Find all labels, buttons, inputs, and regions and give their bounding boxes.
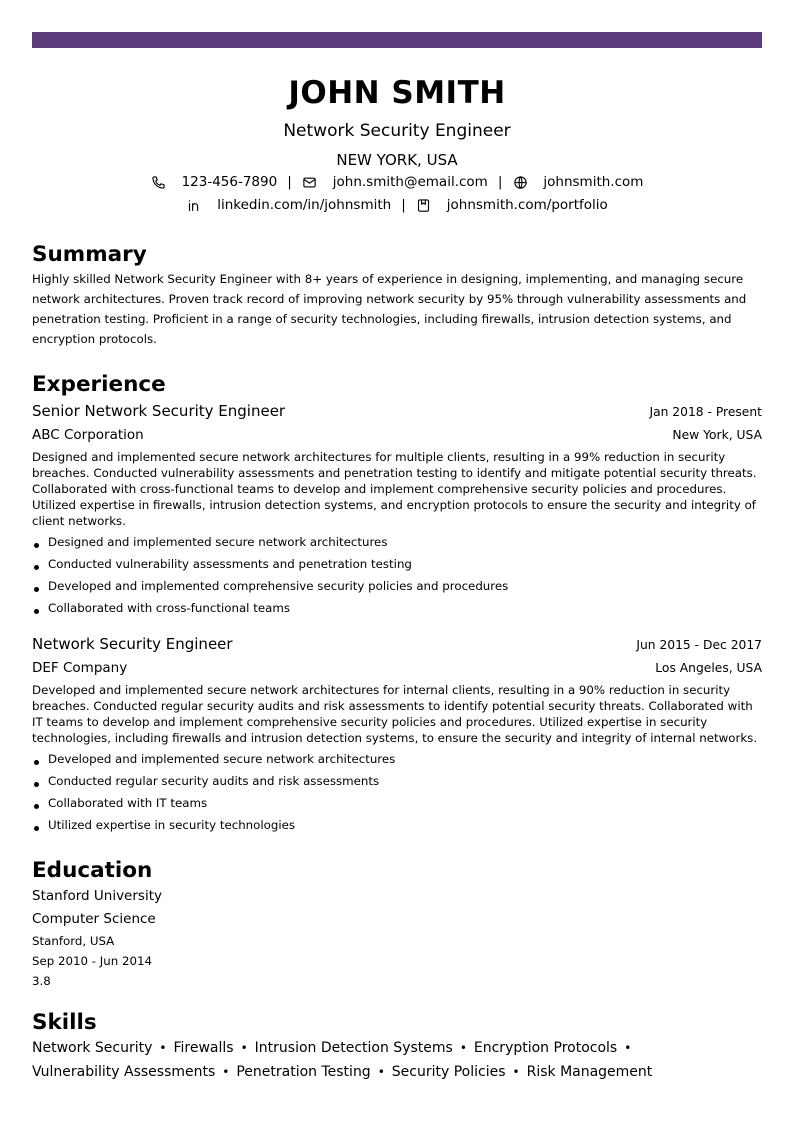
bullet-item: Collaborated with cross-functional teams bbox=[32, 597, 762, 619]
job-location: New York, USA bbox=[672, 428, 762, 442]
bullet-item: Designed and implemented secure network architectures bbox=[32, 531, 762, 553]
bullet-item: Utilized expertise in security technologies bbox=[32, 814, 762, 836]
job-entry bbox=[32, 633, 762, 836]
skill-item: Firewalls bbox=[173, 1040, 234, 1056]
summary-text: Highly skilled Network Security Engineer with 8+ years of experience in designing, implementing, and managing secure network architectures. Proven track record of improving network security by 95% through vulnerability assessments and penetration testing. Proficient in a range of security technologies, including firewalls, intrusion detection systems, and encryption protocols. bbox=[32, 272, 747, 346]
globe-icon bbox=[512, 174, 528, 190]
portfolio-link[interactable]: johnsmith.com/portfolio bbox=[446, 197, 608, 213]
phone-icon bbox=[151, 174, 167, 190]
skill-item: Penetration Testing bbox=[236, 1064, 371, 1080]
job-bullets bbox=[32, 748, 762, 836]
education-degree: Computer Science bbox=[32, 911, 156, 927]
contact-separator: | bbox=[497, 174, 503, 190]
candidate-location: NEW YORK, USA bbox=[336, 151, 458, 169]
website-link[interactable]: johnsmith.com bbox=[543, 174, 644, 190]
job-title: Senior Network Security Engineer bbox=[32, 402, 286, 420]
bullet-item: Collaborated with IT teams bbox=[32, 792, 762, 814]
job-description: Designed and implemented secure network architectures for multiple clients, resulting in a 99% reduction in security breaches. Conducted vulnerability assessments and penetration testing to identify and mitigate potential security threats. Collaborated with cross-functional teams to develop and implement comprehensive security policies and procedures. Utilized expertise in firewalls, intrusion detection systems, and encryption protocols to ensure the security and integrity of client networks. bbox=[32, 450, 757, 528]
skill-item: Network Security bbox=[32, 1040, 153, 1056]
education-location: Stanford, USA bbox=[32, 934, 115, 948]
skill-separator: • bbox=[222, 1065, 230, 1079]
contact-separator: | bbox=[401, 197, 406, 213]
skill-separator: • bbox=[377, 1065, 385, 1079]
education-gpa: 3.8 bbox=[32, 974, 51, 988]
skill-separator: • bbox=[512, 1065, 520, 1079]
summary-section bbox=[32, 242, 762, 349]
experience-section bbox=[32, 372, 762, 836]
email-link[interactable]: john.smith@email.com bbox=[332, 174, 488, 190]
bullet-item: Developed and implemented comprehensive security policies and procedures bbox=[32, 575, 762, 597]
skill-item: Encryption Protocols bbox=[473, 1040, 618, 1056]
phone-link[interactable]: 123-456-7890 bbox=[181, 174, 278, 190]
education-dates: Sep 2010 - Jun 2014 bbox=[32, 954, 152, 968]
contact-row-2 bbox=[32, 196, 762, 214]
candidate-title: Network Security Engineer bbox=[283, 121, 511, 141]
experience-heading: Experience bbox=[32, 372, 166, 397]
skill-item: Vulnerability Assessments bbox=[32, 1064, 216, 1080]
education-section bbox=[32, 858, 762, 991]
resume-header bbox=[32, 75, 762, 214]
skills-line-1 bbox=[32, 1037, 762, 1060]
linkedin-icon bbox=[186, 197, 202, 213]
skills-line-2 bbox=[32, 1061, 762, 1084]
contact-separator: | bbox=[287, 174, 292, 190]
skill-separator: • bbox=[159, 1041, 167, 1055]
job-company: ABC Corporation bbox=[32, 427, 144, 443]
job-title: Network Security Engineer bbox=[32, 635, 233, 653]
education-school: Stanford University bbox=[32, 888, 162, 904]
job-company-row bbox=[32, 655, 762, 679]
skill-item: Security Policies bbox=[391, 1064, 506, 1080]
candidate-name: JOHN SMITH bbox=[288, 75, 506, 111]
job-header-row bbox=[32, 633, 762, 655]
skill-separator: • bbox=[624, 1041, 632, 1055]
skills-heading: Skills bbox=[32, 1010, 97, 1035]
bullet-item: Conducted vulnerability assessments and penetration testing bbox=[32, 553, 762, 575]
job-dates: Jun 2015 - Dec 2017 bbox=[636, 638, 762, 652]
skill-item: Risk Management bbox=[526, 1064, 653, 1080]
job-entry bbox=[32, 400, 762, 619]
accent-bar bbox=[32, 32, 762, 48]
skills-section bbox=[32, 1010, 762, 1084]
job-description: Developed and implemented secure network architectures for internal clients, resulting in a 90% reduction in security breaches. Conducted regular security audits and risk assessments to identify potential security threats. Collaborated with IT teams to develop and implement comprehensive security policies and procedures. Utilized expertise in security technologies, including firewalls and intrusion detection systems, to ensure the security and integrity of internal networks. bbox=[32, 683, 758, 745]
job-company-row bbox=[32, 422, 762, 446]
job-dates: Jan 2018 - Present bbox=[649, 405, 762, 419]
skill-separator: • bbox=[459, 1041, 467, 1055]
resume-page bbox=[32, 32, 762, 1084]
job-location: Los Angeles, USA bbox=[655, 661, 762, 675]
job-company: DEF Company bbox=[32, 660, 128, 676]
email-icon bbox=[302, 174, 318, 190]
linkedin-link[interactable]: linkedin.com/in/johnsmith bbox=[217, 197, 392, 213]
summary-heading: Summary bbox=[32, 242, 147, 267]
bullet-item: Developed and implemented secure network architectures bbox=[32, 748, 762, 770]
job-header-row bbox=[32, 400, 762, 422]
contact-row-1 bbox=[32, 173, 762, 191]
job-bullets bbox=[32, 531, 762, 619]
education-heading: Education bbox=[32, 858, 153, 883]
skill-separator: • bbox=[240, 1041, 248, 1055]
skill-item: Intrusion Detection Systems bbox=[254, 1040, 453, 1056]
portfolio-icon bbox=[416, 197, 432, 213]
bullet-item: Conducted regular security audits and risk assessments bbox=[32, 770, 762, 792]
